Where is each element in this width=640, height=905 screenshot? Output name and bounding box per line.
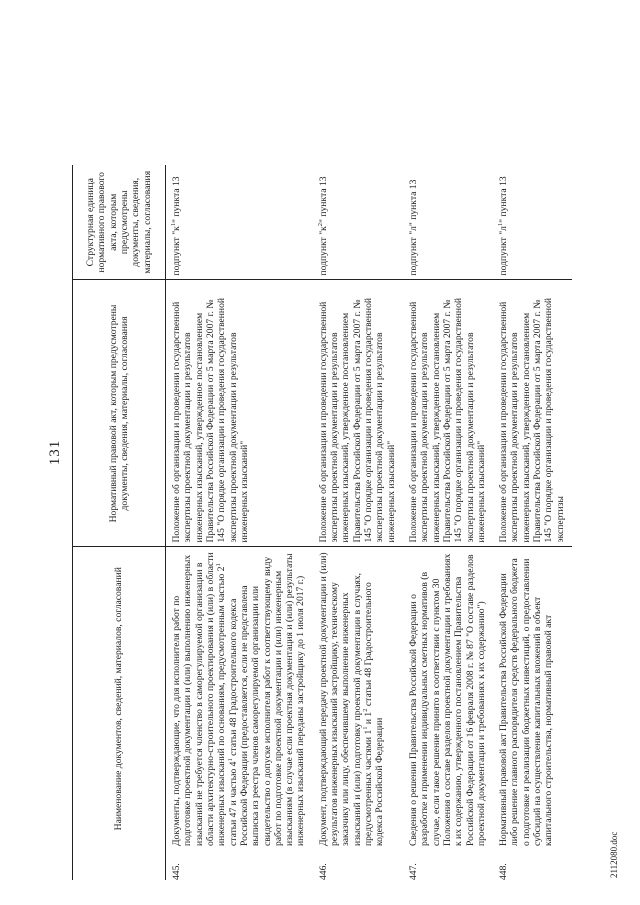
- text-fragment: Документы, подтверждающие, что для исполнителя работ по подготовке проектной документации и (или) выполнению инженерных изысканий не требуется членство в саморегулируемой организации в области архитектурно-строительного проектирования и (или) в области инженерных изысканий по основаниям, предусмотренным частью 2: [171, 552, 228, 846]
- header-number: [73, 850, 166, 880]
- page-number: 131: [47, 439, 63, 466]
- row-number: 448.: [498, 863, 510, 880]
- superscript: 2: [361, 708, 369, 712]
- text-fragment: подпункт "л: [498, 226, 510, 276]
- text-fragment: статьи 48 Градостроительного кодекса Российской Федерации: [363, 582, 386, 846]
- table-row: [493, 165, 572, 880]
- table-row: [313, 165, 403, 880]
- row-number: 445.: [171, 863, 182, 880]
- header-name: Наименование документов, сведений, материалов, согласований: [73, 547, 166, 850]
- header-unit: Структурная единица нормативного правового акта, которым предусмотрены документы, сведения, материалы, согласования: [73, 165, 166, 280]
- document-name: [313, 547, 403, 850]
- document-name: [493, 547, 572, 850]
- structural-unit: [403, 165, 493, 280]
- table-row: [166, 165, 313, 880]
- superscript: 1: [361, 726, 369, 730]
- text-fragment: " пункта 13: [171, 176, 182, 223]
- table-header-row: [73, 165, 166, 880]
- footer-doc-id: 2112080.doc: [609, 831, 619, 878]
- table-body: [166, 165, 573, 880]
- superscript: 1: [169, 222, 177, 227]
- structural-unit: [166, 165, 313, 280]
- document-name: [166, 547, 313, 850]
- superscript: 1: [496, 222, 504, 227]
- text-fragment: подпункт "л" пункта 13: [407, 179, 419, 276]
- text-fragment: статьи 47 и частью 4: [227, 761, 239, 846]
- superscript: 1: [215, 563, 223, 567]
- superscript: 2: [316, 222, 324, 227]
- normative-act: Положение об организации и проведении государственной экспертизы проектной документации и результатов инженерных изысканий, утвержденное постановлением Правительства Российской Федерации от 5 марта 2007 г. № 145 "О порядке организации и проведения государственной экспертизы проектной документации и результатов инженерных изысканий": [166, 280, 313, 547]
- header-act: Нормативный правовой акт, которым предусмотрены документы, сведения, материалы, согласования: [73, 280, 166, 547]
- normative-act: Положение об организации и проведении государственной экспертизы проектной документации и результатов инженерных изысканий, утвержденное постановлением Правительства Российской Федерации от 5 марта 2007 г. № 145 "О порядке организации и проведения государственной экспертизы проектной документации и результатов инженерных изысканий": [313, 280, 403, 547]
- document-name: [403, 547, 493, 850]
- text-fragment: и 1: [363, 711, 374, 727]
- text-fragment: Нормативный правовой акт Правительства Российской Федерации либо решение главного распорядителя средств федерального бюджета о подготовке и реализации бюджетных инвестиций, о предоставлении субсидий на осуществление капитальных вложений в объект капитального строительства, нормативный правовой акт: [498, 558, 555, 846]
- normative-act: Положение об организации и проведении государственной экспертизы проектной документации и результатов инженерных изысканий, утвержденное постановлением Правительства Российской Федерации от 5 марта 2007 г. № 145 "О порядке организации и проведения государственной экспертизы проектной документации и результатов инженерных изысканий": [403, 280, 493, 547]
- text-fragment: подпункт "к: [171, 226, 182, 276]
- row-number: 446.: [317, 863, 329, 880]
- text-fragment: " пункта 13: [317, 176, 329, 223]
- text-fragment: " пункта 13: [498, 176, 510, 223]
- documents-table: [72, 165, 572, 880]
- row-number: 447.: [407, 863, 419, 880]
- superscript: 1: [226, 758, 234, 762]
- text-fragment: подпункт "к: [317, 226, 329, 276]
- text-fragment: Документ, подтверждающий передачу проектной документации и (или) результатов инженерных изысканий застройщику, техническому заказчику или лицу, обеспечившему выполнение инженерных изысканий и (или) подготовку проектной документации в случаях, предусмотренных частями 1: [317, 552, 374, 846]
- structural-unit: [313, 165, 403, 280]
- normative-act: Положение об организации и проведении государственной экспертизы проектной документации и результатов инженерных изысканий, утвержденное постановлением Правительства Российской Федерации от 5 марта 2007 г. № 145 "О порядке организации и проведения государственной экспертизы: [493, 280, 572, 547]
- text-fragment: статьи 48 Градостроительного кодекса Российской Федерации (предоставляется, если не представлена выписка из реестра членов саморегулируемой организации или свидетельство о допуске исполнителя работ к соответствующему виду работ по подготовке проектной документации и (или) инженерным изысканиям (в случае если проектная документация и (или) результаты инженерных изысканий переданы застройщику до 1 июля 2017 г.): [227, 553, 307, 846]
- text-fragment: Сведения о решении Правительства Российской Федерации о разработке и применении индивидуальных сметных нормативов (в случае, если такое решение принято в соответствии с пунктом 30 Положения о составе разделов проектной документации и требованиях к их содержанию, утвержденного постановлением Правительства Российской Федерации от 16 февраля 2008 г. № 87 "О составе разделов проектной документации и требованиях к их содержанию"): [407, 553, 487, 846]
- table-row: [403, 165, 493, 880]
- structural-unit: [493, 165, 572, 280]
